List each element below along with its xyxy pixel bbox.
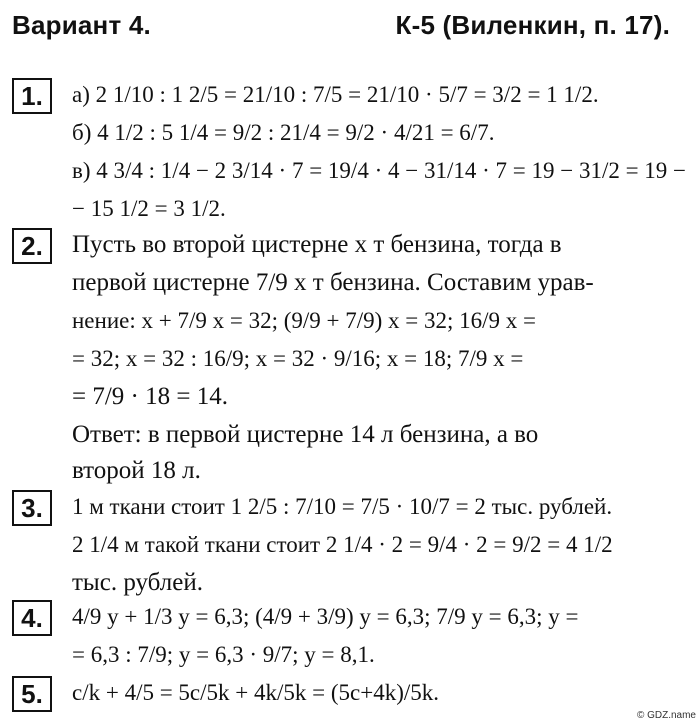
task3-line: тыс. рублей. [72,569,203,596]
variant-title: Вариант 4. [12,10,151,40]
task3-line: 1 м ткани стоит 1 2/5 : 7/10 = 7/5 · 10/7 = 2 тыс. рублей. [72,494,613,519]
task-number-5: 5. [12,676,52,712]
site-watermark: © GDZ.name [636,710,696,721]
task1-line: а) 2 1/10 : 1 2/5 = 21/10 : 7/5 = 21/10 · 5/7 = 3/2 = 1 1/2. [72,82,599,107]
source-title: К-5 (Виленкин, п. 17). [395,10,670,40]
task-number-4: 4. [12,600,52,636]
task-number-1: 1. [12,78,52,114]
task1-line: в) 4 3/4 : 1/4 − 2 3/14 · 7 = 19/4 · 4 − 31/14 · 7 = 19 − 31/2 = 19 − [72,158,687,183]
task2-line: = 7/9 · 18 = 14. [72,383,228,410]
task2-line: Пусть во второй цистерне x т бензина, тогда в [72,231,562,258]
task-number-3: 3. [12,490,52,526]
task2-line: нение: x + 7/9 x = 32; (9/9 + 7/9) x = 32; 16/9 x = [72,308,536,333]
task2-line: первой цистерне 7/9 x т бензина. Составим урав- [72,269,594,296]
task5-line: c/k + 4/5 = 5c/5k + 4k/5k = (5c+4k)/5k. [72,680,440,705]
task3-line: 2 1/4 м такой ткани стоит 2 1/4 · 2 = 9/4 · 2 = 9/2 = 4 1/2 [72,532,613,557]
task1-line: − 15 1/2 = 3 1/2. [72,196,226,221]
task4-line: 4/9 y + 1/3 y = 6,3; (4/9 + 3/9) y = 6,3; 7/9 y = 6,3; y = [72,604,579,629]
task2-answer-line: второй 18 л. [72,457,201,484]
task1-line: б) 4 1/2 : 5 1/4 = 9/2 : 21/4 = 9/2 · 4/21 = 6/7. [72,120,495,145]
task4-line: = 6,3 : 7/9; y = 6,3 · 9/7; y = 8,1. [72,642,375,667]
task-number-2: 2. [12,228,52,264]
task2-line: = 32; x = 32 : 16/9; x = 32 · 9/16; x = 18; 7/9 x = [72,346,524,371]
task2-answer-line: Ответ: в первой цистерне 14 л бензина, а во [72,421,539,448]
